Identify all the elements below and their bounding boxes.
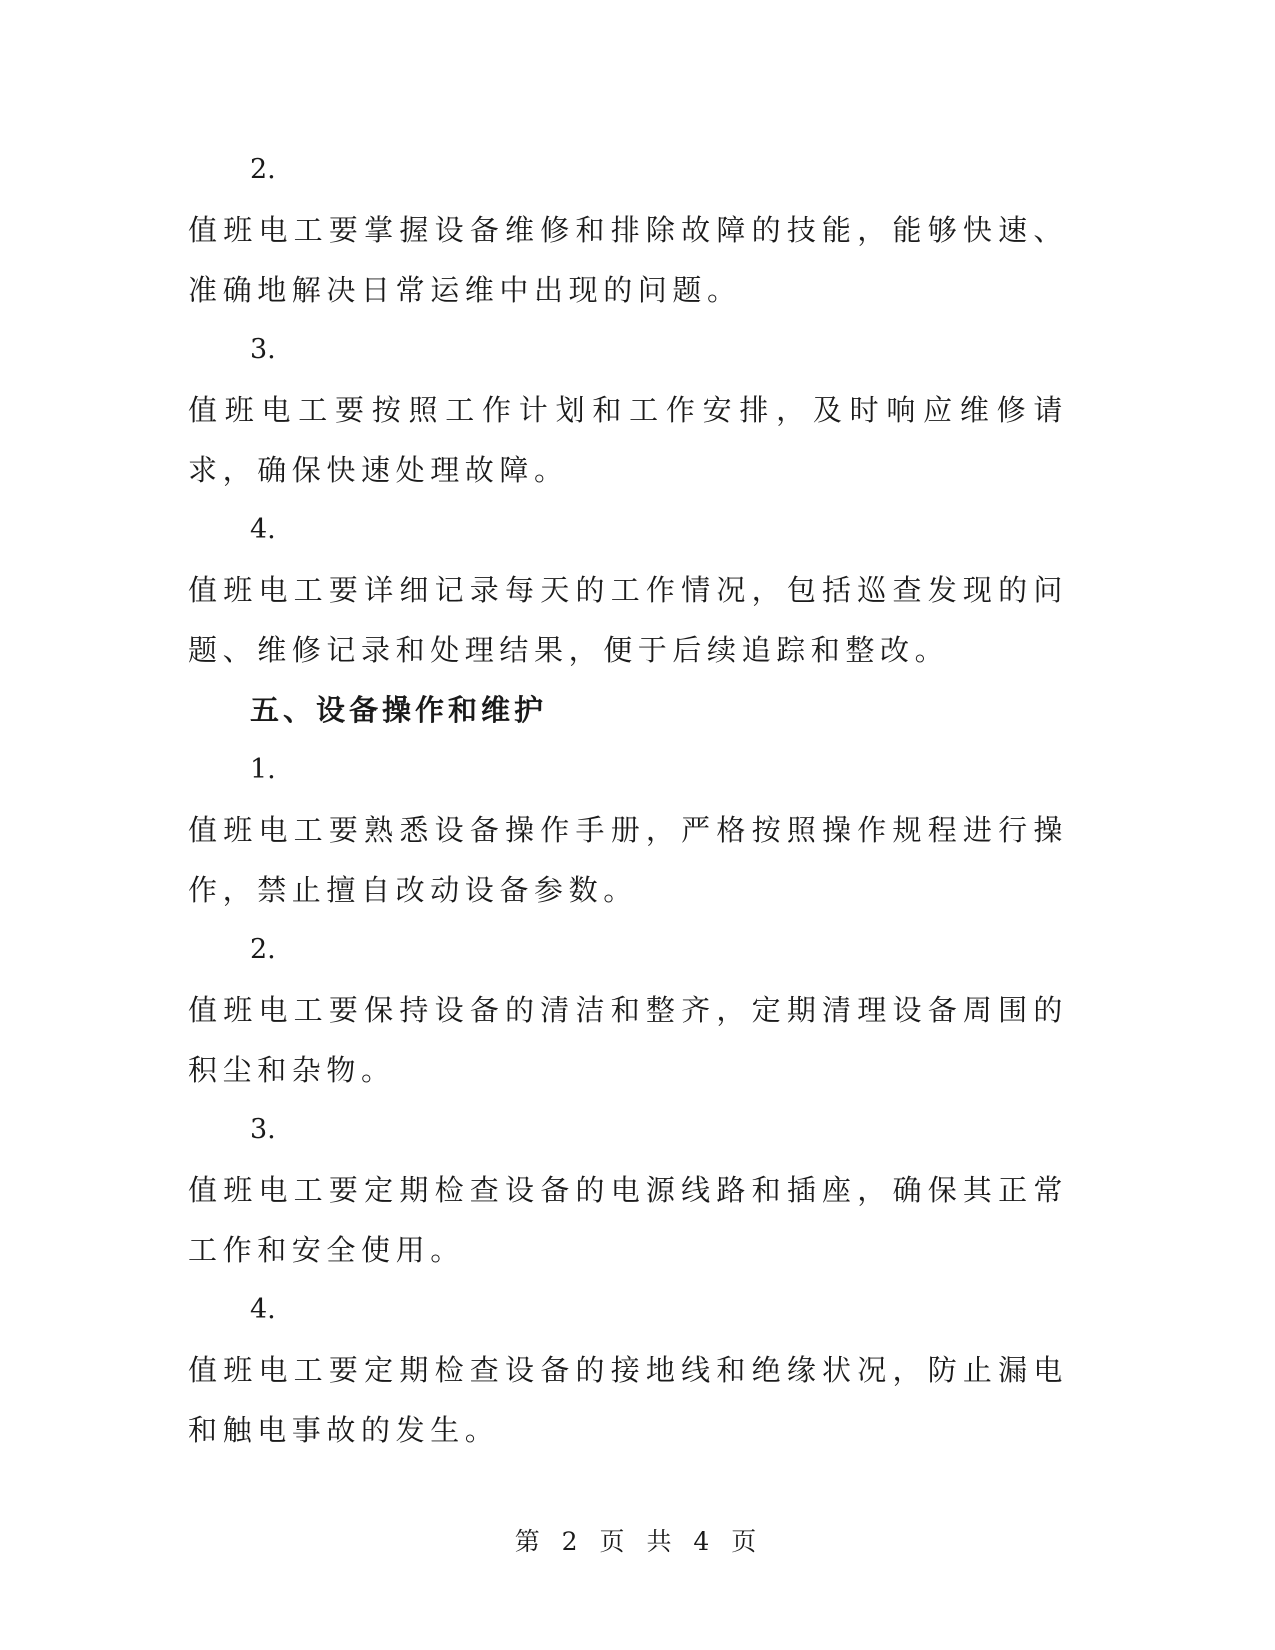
item-text: 值班电工要定期检查设备的接地线和绝缘状况，防止漏电和触电事故的发生。: [188, 1353, 1068, 1447]
item-text: 值班电工要详细记录每天的工作情况，包括巡查发现的问题、维修记录和处理结果，便于后续追踪和整改。: [188, 573, 1068, 667]
page-content: [188, 140, 1068, 1460]
item-number: 2.: [250, 934, 276, 965]
page-footer: 第 2 页 共 4 页: [514, 1527, 761, 1556]
item-text: 值班电工要按照工作计划和工作安排，及时响应维修请求，确保快速处理故障。: [188, 393, 1068, 487]
item-number: 1.: [250, 754, 276, 785]
item-number: 3.: [250, 1114, 276, 1145]
item-text: 值班电工要保持设备的清洁和整齐，定期清理设备周围的积尘和杂物。: [188, 993, 1068, 1087]
item-number: 4.: [250, 1294, 276, 1325]
item-number: 4.: [250, 514, 276, 545]
item-number: 2.: [250, 154, 276, 185]
item-number: 3.: [250, 334, 276, 365]
section-heading: 五、设备操作和维护: [250, 693, 548, 727]
item-text: 值班电工要定期检查设备的电源线路和插座，确保其正常工作和安全使用。: [188, 1173, 1068, 1267]
item-text: 值班电工要掌握设备维修和排除故障的技能，能够快速、准确地解决日常运维中出现的问题。: [188, 213, 1068, 307]
item-text: 值班电工要熟悉设备操作手册，严格按照操作规程进行操作，禁止擅自改动设备参数。: [188, 813, 1068, 907]
